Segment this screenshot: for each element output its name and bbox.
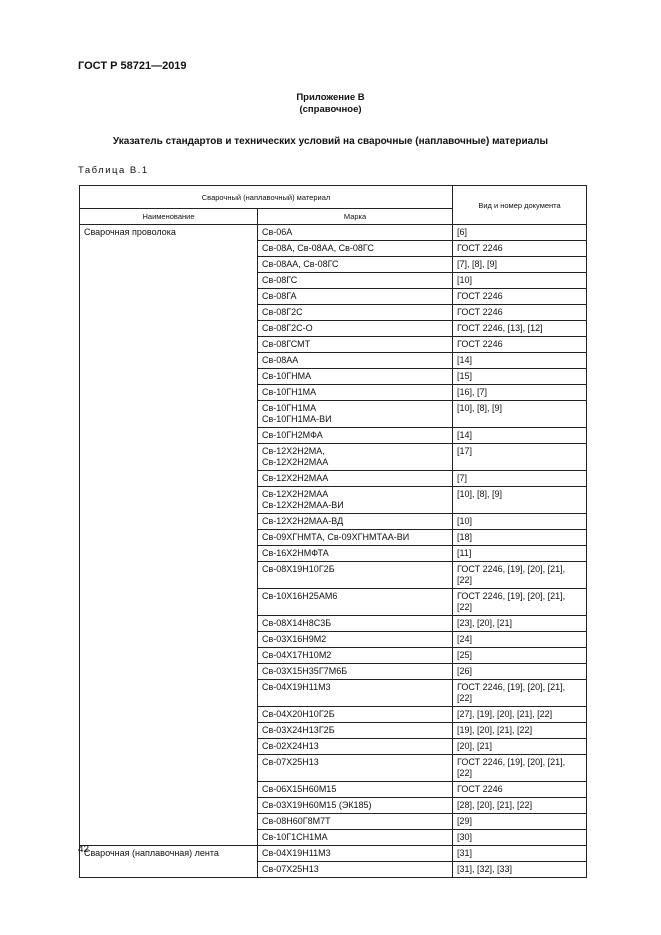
doc-cell: [26] xyxy=(453,664,587,680)
material-name-cell: Сварочная (наплавочная) лента xyxy=(80,846,258,878)
mark-cell xyxy=(258,487,453,514)
mark-text: Св-10ГН1МА xyxy=(262,387,317,397)
header-mark: Марка xyxy=(258,209,453,225)
mark-cell xyxy=(258,723,453,739)
table-row xyxy=(80,225,587,241)
mark-text: Св-08Г2С-О xyxy=(262,323,313,333)
mark-cell xyxy=(258,273,453,289)
doc-cell: [18] xyxy=(453,530,587,546)
mark-cell xyxy=(258,755,453,782)
mark-text: Св-03Х15Н35Г7М6Б xyxy=(262,666,348,676)
mark-text: Св-12Х2Н2МАА xyxy=(262,489,329,499)
mark-text: Св-10ГНМА xyxy=(262,371,312,381)
mark-cell xyxy=(258,353,453,369)
mark-cell xyxy=(258,428,453,444)
mark-text-line2: Св-12Х2Н2МАА-ВИ xyxy=(262,500,344,510)
table-caption: Таблица В.1 xyxy=(78,165,149,176)
mark-text: Св-10ГН2МФА xyxy=(262,430,323,440)
doc-cell: ГОСТ 2246 xyxy=(453,289,587,305)
mark-text: Св-06Х15Н60М15 xyxy=(262,784,337,794)
mark-text: Св-04Х19Н11М3 xyxy=(262,682,331,692)
mark-text: Св-08ГС xyxy=(262,275,298,285)
mark-text-line2: Св-12Х2Н2МАА xyxy=(262,457,329,467)
mark-cell xyxy=(258,444,453,471)
doc-cell: ГОСТ 2246 xyxy=(453,337,587,353)
mark-cell xyxy=(258,616,453,632)
mark-text-line2: Св-10ГН1МА-ВИ xyxy=(262,414,332,424)
mark-cell xyxy=(258,680,453,707)
mark-text: Св-06А xyxy=(262,227,293,237)
doc-cell: ГОСТ 2246, [19], [20], [21], [22] xyxy=(453,755,587,782)
header-doc: Вид и номер документа xyxy=(453,186,587,225)
appendix-subtitle: (справочное) xyxy=(299,104,362,115)
doc-cell: [20], [21] xyxy=(453,739,587,755)
doc-cell: [28], [20], [21], [22] xyxy=(453,798,587,814)
mark-text: Св-12Х2Н2МАА-ВД xyxy=(262,516,344,526)
header-name: Наименование xyxy=(80,209,258,225)
mark-text: Св-08АА xyxy=(262,355,299,365)
doc-cell: [19], [20], [21], [22] xyxy=(453,723,587,739)
doc-cell: ГОСТ 2246 xyxy=(453,782,587,798)
mark-cell xyxy=(258,546,453,562)
doc-cell: [30] xyxy=(453,830,587,846)
mark-cell xyxy=(258,707,453,723)
standards-table xyxy=(79,185,587,878)
doc-cell: [11] xyxy=(453,546,587,562)
mark-text: Св-16Х2НМФТА xyxy=(262,548,329,558)
mark-text: Св-08Х19Н10Г2Б xyxy=(262,564,335,574)
doc-cell: [31], [32], [33] xyxy=(453,862,587,878)
mark-text: Св-08Х14Н8С3Б xyxy=(262,618,332,628)
doc-cell: [25] xyxy=(453,648,587,664)
doc-cell: [27], [19], [20], [21], [22] xyxy=(453,707,587,723)
doc-cell: [10] xyxy=(453,514,587,530)
mark-cell xyxy=(258,589,453,616)
mark-text: Св-04Х17Н10М2 xyxy=(262,650,332,660)
doc-cell: [10] xyxy=(453,273,587,289)
mark-text: Св-03Х16Н9М2 xyxy=(262,634,327,644)
mark-cell xyxy=(258,225,453,241)
mark-text: Св-10Х16Н25АМ6 xyxy=(262,591,338,601)
doc-cell: [24] xyxy=(453,632,587,648)
mark-cell xyxy=(258,369,453,385)
mark-cell xyxy=(258,337,453,353)
doc-cell: [17] xyxy=(453,444,587,471)
mark-cell xyxy=(258,782,453,798)
doc-cell: ГОСТ 2246, [13], [12] xyxy=(453,321,587,337)
mark-text: Св-03Х19Н60М15 (ЭК185) xyxy=(262,800,372,810)
mark-text: Св-08Н60Г8М7Т xyxy=(262,816,331,826)
mark-cell xyxy=(258,289,453,305)
doc-cell: [23], [20], [21] xyxy=(453,616,587,632)
mark-cell xyxy=(258,830,453,846)
mark-cell xyxy=(258,241,453,257)
appendix-title: Приложение В xyxy=(296,92,365,103)
doc-cell: ГОСТ 2246 xyxy=(453,305,587,321)
doc-cell: [7] xyxy=(453,471,587,487)
doc-cell: [6] xyxy=(453,225,587,241)
mark-cell xyxy=(258,664,453,680)
mark-text: Св-07Х25Н13 xyxy=(262,864,319,874)
mark-text: Св-08А, Св-08АА, Св-08ГС xyxy=(262,243,374,253)
mark-text: Св-07Х25Н13 xyxy=(262,757,319,767)
mark-cell xyxy=(258,257,453,273)
table-row xyxy=(80,846,587,862)
mark-cell xyxy=(258,862,453,878)
doc-cell: [15] xyxy=(453,369,587,385)
mark-text: Св-04Х19Н11М3 xyxy=(262,848,331,858)
doc-cell: [31] xyxy=(453,846,587,862)
mark-cell xyxy=(258,632,453,648)
standard-number: ГОСТ Р 58721—2019 xyxy=(78,60,187,72)
mark-text: Св-04Х20Н10Г2Б xyxy=(262,709,335,719)
mark-cell xyxy=(258,798,453,814)
mark-cell xyxy=(258,471,453,487)
mark-text: Св-08Г2С xyxy=(262,307,303,317)
mark-cell xyxy=(258,814,453,830)
mark-cell xyxy=(258,846,453,862)
doc-cell: ГОСТ 2246, [19], [20], [21], [22] xyxy=(453,562,587,589)
mark-text: Св-08АА, Св-08ГС xyxy=(262,259,339,269)
mark-cell xyxy=(258,530,453,546)
doc-cell: ГОСТ 2246, [19], [20], [21], [22] xyxy=(453,680,587,707)
mark-cell xyxy=(258,739,453,755)
mark-cell xyxy=(258,321,453,337)
header-material: Сварочный (наплавочный) материал xyxy=(80,186,453,209)
page-number: 42 xyxy=(78,844,90,855)
mark-text: Св-08ГСМТ xyxy=(262,339,311,349)
mark-text: Св-12Х2Н2МА, xyxy=(262,446,325,456)
doc-cell: [14] xyxy=(453,428,587,444)
mark-text: Св-03Х24Н13Г2Б xyxy=(262,725,335,735)
mark-text: Св-10Г1СН1МА xyxy=(262,832,328,842)
doc-cell: [14] xyxy=(453,353,587,369)
doc-cell: [16], [7] xyxy=(453,385,587,401)
doc-cell: [29] xyxy=(453,814,587,830)
mark-cell xyxy=(258,305,453,321)
mark-cell xyxy=(258,385,453,401)
doc-cell: [10], [8], [9] xyxy=(453,401,587,428)
doc-cell: [7], [8], [9] xyxy=(453,257,587,273)
mark-cell xyxy=(258,562,453,589)
mark-cell xyxy=(258,514,453,530)
mark-cell xyxy=(258,648,453,664)
section-heading: Указатель стандартов и технических условий на сварочные (наплавочные) материалы xyxy=(112,136,549,147)
mark-text: Св-08ГА xyxy=(262,291,297,301)
mark-text: Св-12Х2Н2МАА xyxy=(262,473,329,483)
mark-text: Св-02Х24Н13 xyxy=(262,741,319,751)
material-name-cell: Сварочная проволока xyxy=(80,225,258,846)
doc-cell: ГОСТ 2246, [19], [20], [21], [22] xyxy=(453,589,587,616)
mark-cell xyxy=(258,401,453,428)
mark-text: Св-10ГН1МА xyxy=(262,403,317,413)
mark-text: Св-09ХГНМТА, Св-09ХГНМТАА-ВИ xyxy=(262,532,410,542)
doc-cell: [10], [8], [9] xyxy=(453,487,587,514)
doc-cell: ГОСТ 2246 xyxy=(453,241,587,257)
